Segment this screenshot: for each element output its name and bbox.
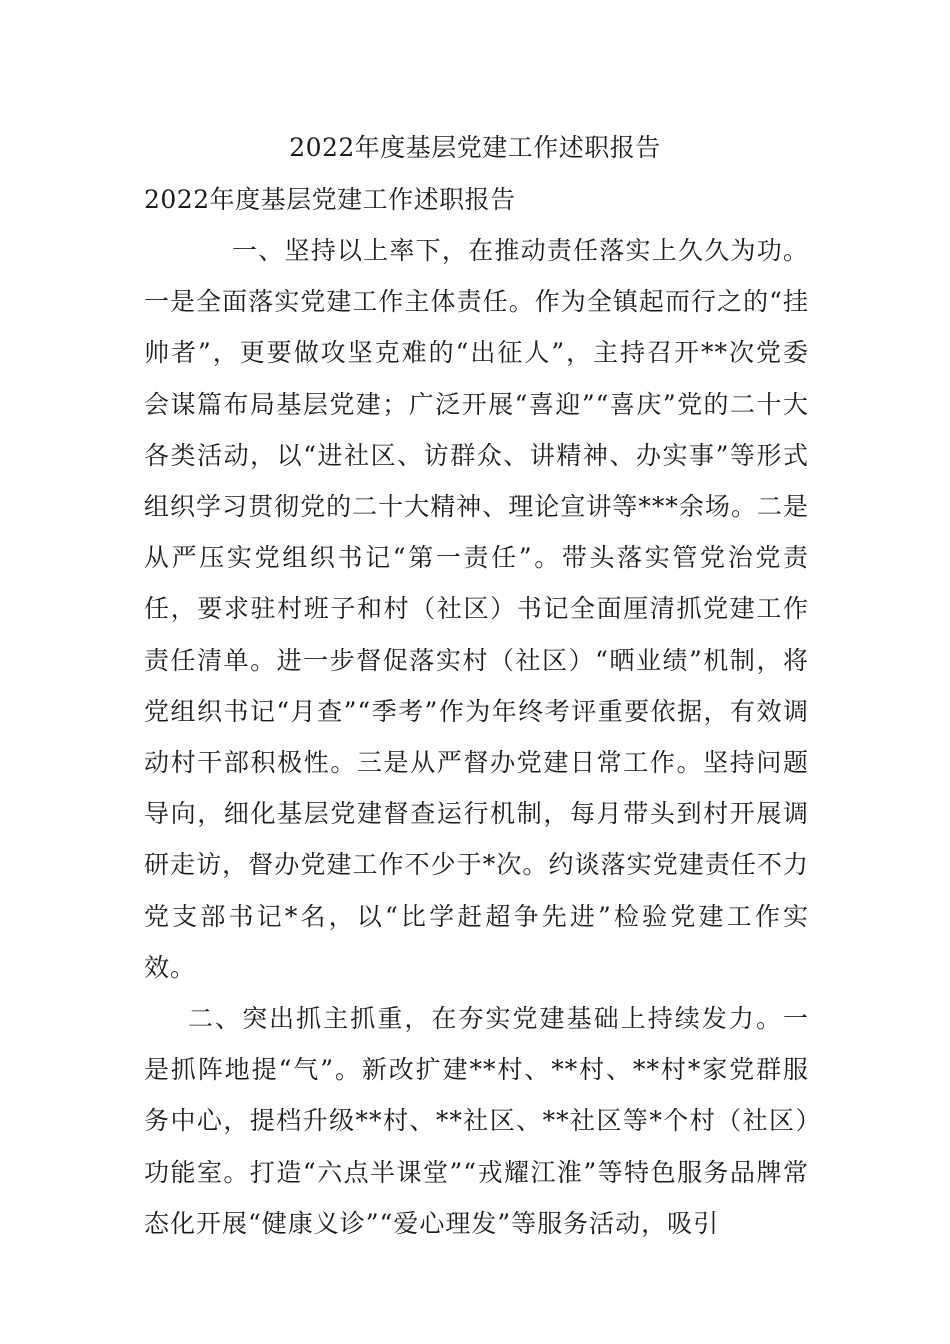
document-title: 2022年度基层党建工作述职报告 (289, 133, 661, 162)
document-subtitle: 2022年度基层党建工作述职报告 (144, 185, 516, 214)
paragraph-section-two: 二、突出抓主抓重，在夯实党建基础上持续发力。一是抓阵地提“气”。新改扩建**村、**村、**村*家党群服务中心，提档升级**村、**社区、**社区等*个村（社区）功能室。打造“六点半课堂”“戎耀江淮”等特色服务品牌常态化开展“健康义诊”“爱心理发”等服务活动，吸引 (144, 1004, 809, 1238)
paragraph-section-one: 一、坚持以上率下，在推动责任落实上久久为功。一是全面落实党建工作主体责任。作为全镇起而行之的“挂帅者”，更要做攻坚克难的“出征人”，主持召开**次党委会谋篇布局基层党建；广泛开展“喜迎”“喜庆”党的二十大各类活动，以“进社区、访群众、讲精神、办实事”等形式组织学习贯彻党的二十大精神、理论宣讲等***余场。二是从严压实党组织书记“第一责任”。带头落实管党治党责任，要求驻村班子和村（社区）书记全面厘清抓党建工作责任清单。进一步督促落实村（社区）“晒业绩”机制，将党组织书记“月查”“季考”作为年终考评重要依据，有效调动村干部积极性。三是从严督办党建日常工作。坚持问题导向，细化基层党建督查运行机制，每月带头到村开展调研走访，督办党建工作不少于*次。约谈落实党建责任不力党支部书记*名，以“比学赶超争先进”检验党建工作实效。 (144, 236, 809, 982)
document-body (144, 225, 809, 1249)
